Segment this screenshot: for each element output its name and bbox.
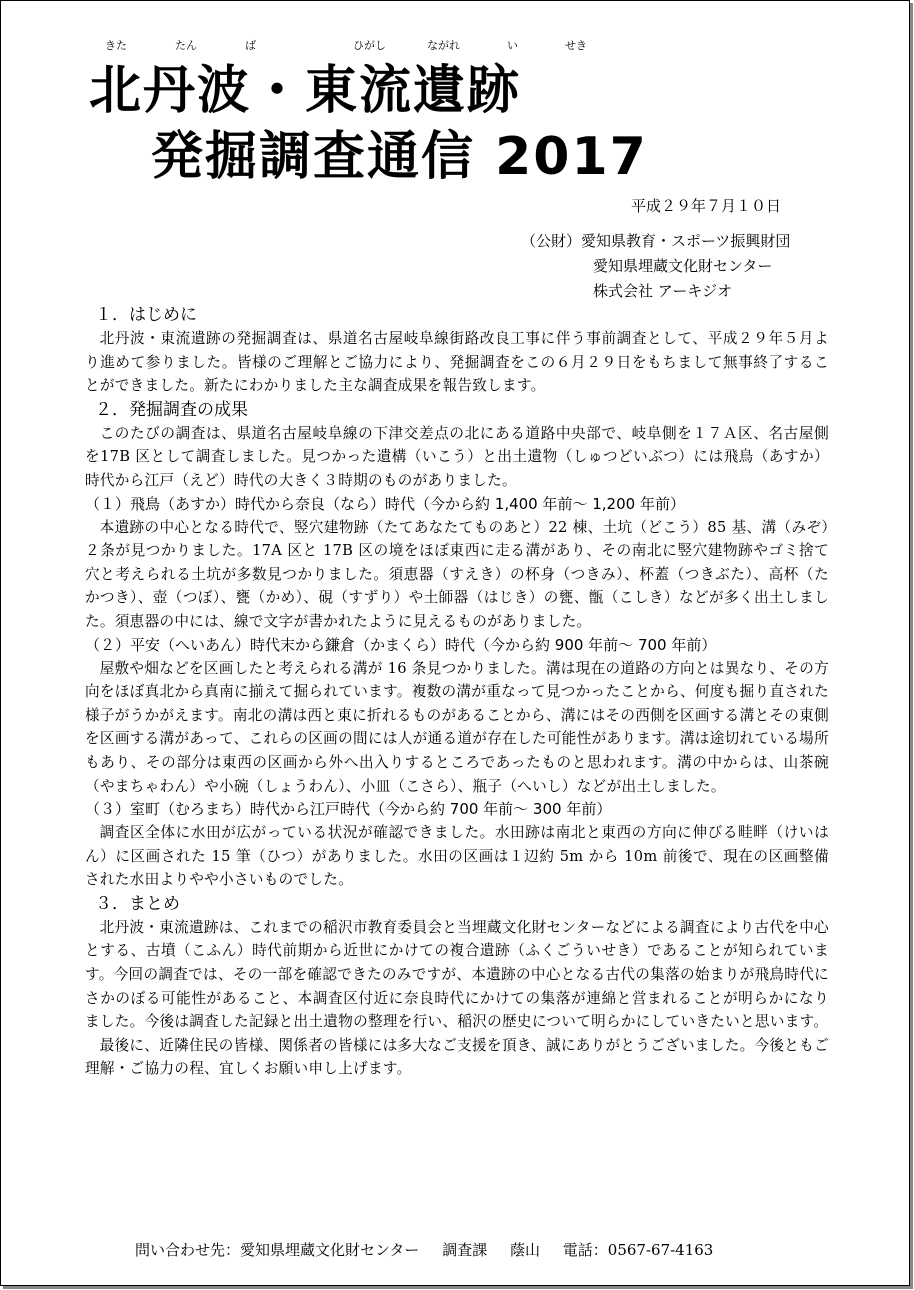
ruby-ba: ば [245,39,256,52]
heading-introduction: １．はじめに [95,305,197,325]
ruby-nagare: ながれ [427,39,460,52]
title-line-2: 発掘調査通信 2017 [151,127,648,187]
contact-department: 調査課 [442,1241,488,1259]
publisher-company: 株式会社 アーキジオ [593,282,733,300]
issue-date: 平成２９年７月１０日 [631,197,782,215]
article-body [85,303,829,1081]
ruby-i: い [507,39,518,52]
heading-results: ２．発掘調査の成果 [95,399,248,420]
heading-period-asuka-nara: （１）飛鳥（あすか）時代から奈良（なら）時代（今から約 1,400 年前～ 1,200 年前） [85,494,685,513]
ruby-higashi: ひがし [353,39,386,52]
paragraph-summary-2: 最後に、近隣住民の皆様、関係者の皆様には多大なご支援を頂き、誠にありがとうございました。今後ともご理解・ご協力の程、宜しくお願い申し上げます。 [85,1036,829,1078]
paragraph-introduction: 北丹波・東流遺跡の発掘調査は、県道名古屋岐阜線街路改良工事に伴う事前調査として、平成２９年５月より進めて参りました。皆様のご理解とご協力により、発掘調査をこの６月２９日をもちまして無事終了することができました。新たにわかりました主な調査成果を報告致します。 [85,330,829,395]
paragraph-period-heian-kamakura: 屋敷や畑などを区画したと考えられる溝が 16 条見つかりました。溝は現在の道路の方向とは異なり、その方向をほぼ真北から真南に揃えて掘られています。複数の溝が重なって見つかったことから、何度も掘り直された様子がうかがえます。南北の溝は西と東に折れるものがあることから、溝にはその西側を区画する溝とその東側を区画する溝があって、これらの区画の間には人が通る道が存在した可能性があります。溝は途切れている場所もあり、その部分は東西の区画から外へ出入りするところであったものと思われます。溝の中からは、山茶碗（やまちゃわん）や小碗（しょうわん）、小皿（こさら）、瓶子（へいし）などが出土しました。 [85,659,829,795]
paragraph-results: このたびの調査は、県道名古屋岐阜線の下津交差点の北にある道路中央部で、岐阜側を１７Ａ区、名古屋側を17B 区として調査しました。見つかった遺構（いこう）と出土遺物（しゅつどいぶつ）には飛鳥（あすか）時代から江戸（えど）時代の大きく３時期のものがありました。 [85,424,829,489]
contact-phone: 電話：0567-67-4163 [562,1241,714,1259]
publisher-foundation: （公財）愛知県教育・スポーツ振興財団 [521,232,791,250]
paragraph-summary-1: 北丹波・東流遺跡は、これまでの稲沢市教育委員会と当埋蔵文化財センターなどによる調査により古代を中心とする、古墳（こふん）時代前期から近世にかけての複合遺跡（ふくごういせき）であることが知られています。今回の調査では、その一部を確認できたのみですが、本遺跡の中心となる古代の集落の始まりが飛鳥時代にさかのぼる可能性があること、本調査区付近に奈良時代にかけての集落が連綿と営まれることが明らかになりました。今後は調査した記録と出土遺物の整理を行い、稲沢の歴史について明らかにしていきたいと思います。 [85,918,829,1031]
ruby-seki: せき [565,39,587,52]
contact-info [135,1239,731,1261]
contact-label: 問い合わせ先：愛知県埋蔵文化財センター [135,1241,420,1259]
paragraph-period-muromachi-edo: 調査区全体に水田が広がっている状況が確認できました。水田跡は南北と東西の方向に伸びる畦畔（けいはん）に区画された 15 筆（ひつ）がありました。水田の区画は１辺約 5m から 10m 前後で、現在の区画整備された水田よりやや小さいものでした。 [85,824,829,889]
ruby-kita: きた [105,39,127,52]
heading-summary: ３．まとめ [95,893,180,914]
title-line-1: 北丹波・東流遺跡 [89,61,522,121]
paragraph-period-asuka-nara: 本遺跡の中心となる時代で、竪穴建物跡（たてあなたてものあと）22 棟、土坑（どこう）85 基、溝（みぞ）２条が見つかりました。17A 区と 17B 区の境をほぼ東西に走る溝があり、その南北に竪穴建物跡やゴミ捨て穴と考えられる土坑が多数見つかりました。須恵器（すえき）の杯身（つきみ）、杯蓋（つきぶた）、高杯（たかつき）、壺（つぼ）、甕（かめ）、硯（すずり）や土師器（はじき）の甕、甑（こしき）などが多く出土しました。須恵器の中には、線で文字が書かれたように見えるものがありました。 [85,518,829,630]
heading-period-muromachi-edo: （３）室町（むろまち）時代から江戸時代（今から約 700 年前～ 300 年前） [85,800,612,819]
contact-person: 蔭山 [509,1241,540,1259]
ruby-tan: たん [175,39,197,52]
heading-period-heian-kamakura: （２）平安（へいあん）時代末から鎌倉（かまくら）時代（今から約 900 年前～ 700 年前） [85,635,717,654]
publisher-center: 愛知県埋蔵文化財センター [593,257,773,275]
